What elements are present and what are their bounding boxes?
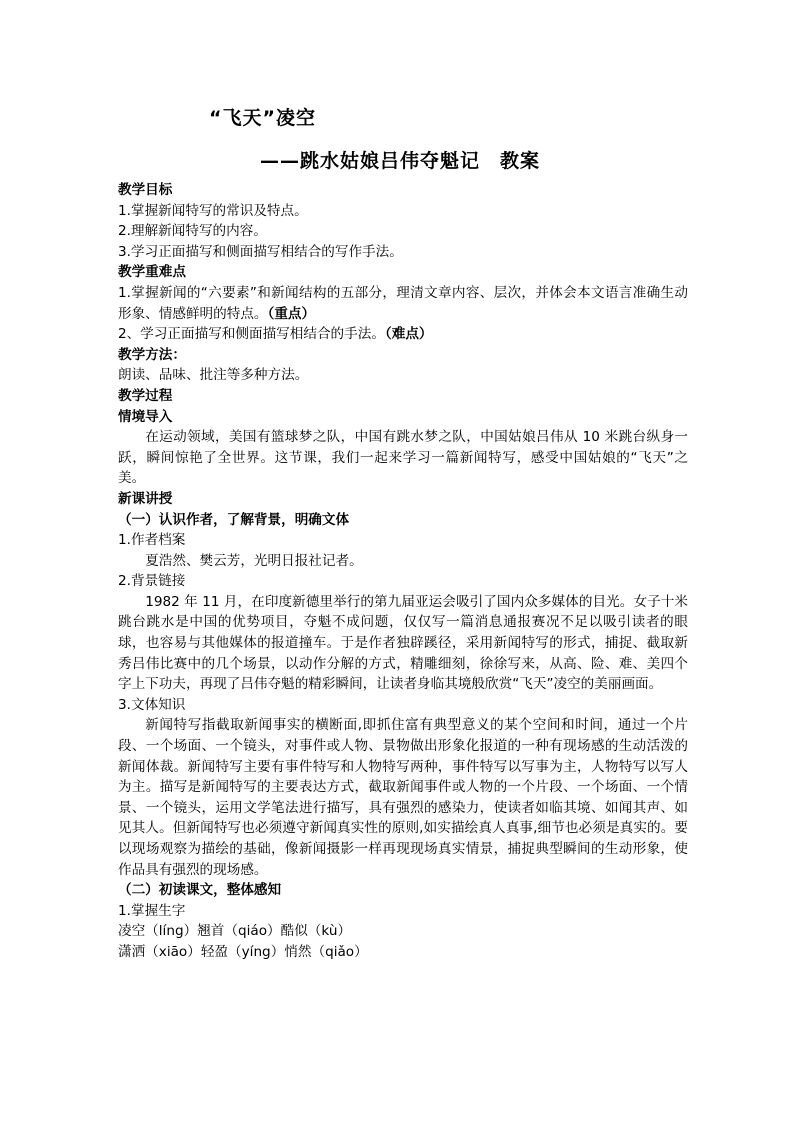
intro-paragraph: 在运动领域，美国有篮球梦之队，中国有跳水梦之队，中国姑娘吕伟从 10 米跳台纵身一跃，瞬间惊艳了全世界。这节课，我们一起来学习一篇新闻特写，感受中国姑娘的“飞天”之美。 bbox=[118, 429, 688, 487]
doc-title: “飞天”凌空 bbox=[209, 107, 316, 129]
key-point-1 bbox=[118, 283, 688, 324]
words-line-1: 凌空（líng）翘首（qiáo）酷似（kù） bbox=[118, 923, 352, 940]
key-point-2 bbox=[118, 324, 688, 345]
key-point-1-tag: （重点） bbox=[267, 305, 316, 322]
goal-3: 3.学习正面描写和侧面描写相结合的写作手法。 bbox=[118, 243, 403, 260]
genre-label: 3.文体知识 bbox=[118, 696, 186, 713]
method-text: 朗读、品味、批注等多种方法。 bbox=[118, 367, 309, 384]
doc-body bbox=[118, 180, 688, 963]
key-point-1-text: 1.掌握新闻的“六要素”和新闻结构的五部分，理清文章内容、层次，并体会本文语言准确生动形象、情感鲜明的特点。 bbox=[118, 284, 688, 322]
key-points-heading: 教学重难点 bbox=[118, 264, 186, 281]
key-point-2-text: 2、学习正面描写和侧面描写相结合的手法。 bbox=[118, 326, 385, 343]
part1-heading: （一）认识作者，了解背景，明确文体 bbox=[118, 511, 350, 528]
key-point-2-tag: （难点） bbox=[384, 326, 433, 343]
intro-heading: 情境导入 bbox=[118, 408, 173, 425]
process-heading: 教学过程 bbox=[118, 387, 173, 404]
goal-2: 2.理解新闻特写的内容。 bbox=[118, 223, 267, 240]
background-paragraph: 1982 年 11 月，在印度新德里举行的第九届亚运会吸引了国内众多媒体的目光。女子十米跳台跳水是中国的优势项目，夺魁不成问题，仅仅写一篇消息通报赛况不足以吸引读者的眼球，也容易与其他媒体的报道撞车。于是作者独辟蹊径，采用新闻特写的形式，捕捉、截取新秀吕伟比赛中的几个场景，以动作分解的方式，精雕细刻，徐徐写来，从高、险、难、美四个字上下功夫，再现了吕伟夺魁的精彩瞬间，让读者身临其境般欣赏“飞天”凌空的美丽画面。 bbox=[118, 593, 688, 693]
goal-1: 1.掌握新闻特写的常识及特点。 bbox=[118, 202, 308, 219]
background-label: 2.背景链接 bbox=[118, 573, 186, 590]
author-text: 夏浩然、樊云芳，光明日报社记者。 bbox=[145, 552, 363, 569]
words-label: 1.掌握生字 bbox=[118, 902, 186, 919]
new-lesson-heading: 新课讲授 bbox=[118, 490, 173, 507]
method-heading: 教学方法： bbox=[118, 346, 186, 363]
genre-paragraph: 新闻特写指截取新闻事实的横断面,即抓住富有典型意义的某个空间和时间，通过一个片段、一个场面、一个镜头，对事件或人物、景物做出形象化报道的一种有现场感的生动活泼的新闻体裁。新闻特写主要有事件特写和人物特写两种，事件特写以写事为主，人物特写以写人为主。描写是新闻特写的主要表达方式，截取新闻事件或人物的一个片段、一个场面、一个情景、一个镜头，运用文学笔法进行描写，具有强烈的感染力，使读者如临其境、如闻其声、如见其人。但新闻特写也必须遵守新闻真实性的原则,如实描绘真人真事,细节也必须是真实的。要以现场观察为描绘的基础，像新闻摄影一样再现现场真实情景，捕捉典型瞬间的生动形象，使作品具有强烈的现场感。 bbox=[118, 717, 688, 878]
goals-heading: 教学目标 bbox=[118, 182, 173, 198]
doc-subtitle: ——跳水姑娘吕伟夺魁记 教案 bbox=[260, 150, 541, 172]
part2-heading: （二）初读课文，整体感知 bbox=[118, 882, 282, 899]
author-label: 1.作者档案 bbox=[118, 532, 186, 549]
words-line-2: 潇洒（xiāo）轻盈（yíng）悄然（qiǎo） bbox=[118, 943, 368, 960]
